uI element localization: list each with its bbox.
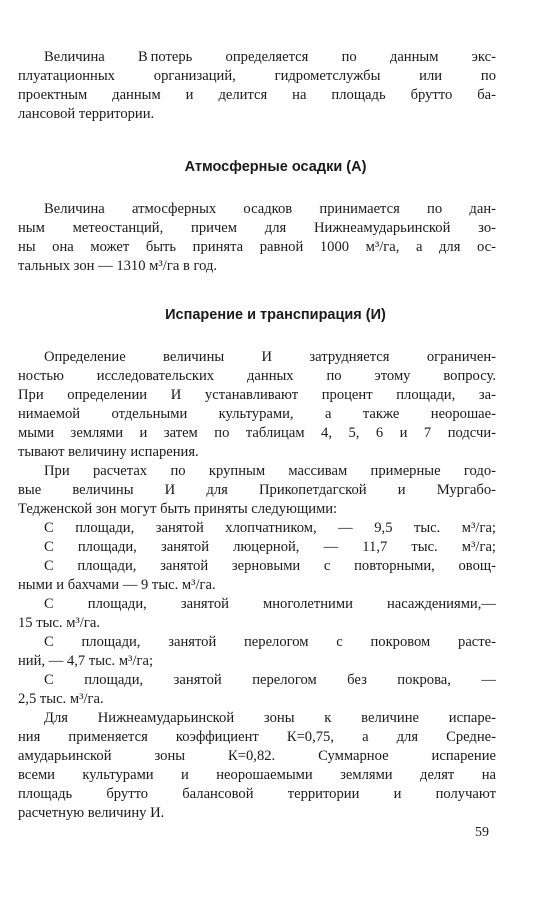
text-line: вые величины И для Прикопетдагской и Мургабо- [18,482,496,498]
list-item: С площади, занятой многолетними насаждениями,— [44,596,496,612]
text-line: мыми землями и затем по таблицам 4, 5, 6 и 7 подсчи- [18,425,496,441]
text-line: амударьинской зоны К=0,82. Суммарное испарение [18,748,496,764]
text-line: плуатационных организаций, гидрометслужбы или по [18,68,496,84]
list-item: С площади, занятой перелогом с покровом расте- [44,634,496,650]
text-line: ний, — 4,7 тыс. м³/га; [18,653,153,669]
list-item: С площади, занятой люцерной, — 11,7 тыс. м³/га; [44,539,496,555]
text-line: Тедженской зон могут быть приняты следующими: [18,501,338,517]
section-heading-evaporation: Испарение и транспирация (И) [165,307,386,323]
text-line: 15 тыс. м³/га. [18,615,100,631]
text-line: всеми культурами и неорошаемыми землями делят на [18,767,496,783]
text-line: ны она может быть принята равной 1000 м³/га, а для ос- [18,239,496,255]
list-item: С площади, занятой хлопчатником, — 9,5 тыс. м³/га; [44,520,496,536]
text-line: Величина атмосферных осадков принимается по дан- [44,201,496,217]
text-line: При расчетах по крупным массивам примерные годо- [44,463,496,479]
text-line: При определении И устанавливают процент площади, за- [18,387,496,403]
page-number: 59 [475,825,489,840]
text-line: тальных зон — 1310 м³/га в год. [18,258,218,274]
text-line: Определение величины И затрудняется ограничен- [44,349,496,365]
text-line: ностью исследовательских данных по этому вопросу. [18,368,496,384]
text-line: Величина В потерь определяется по данным экс- [44,49,496,65]
text-line: ния применяется коэффициент К=0,75, а для Средне- [18,729,496,745]
text-line: расчетную величину И. [18,805,165,821]
text-line: 2,5 тыс. м³/га. [18,691,104,707]
section-heading-precipitation: Атмосферные осадки (А) [184,159,367,175]
text-line: проектным данным и делится на площадь брутто ба- [18,87,496,103]
text-line: ным метеостанций, причем для Нижнеамударьинской зо- [18,220,496,236]
text-line: Для Нижнеамударьинской зоны к величине испаре- [44,710,496,726]
text-line: тывают величину испарения. [18,444,199,460]
text-line: площадь брутто балансовой территории и получают [18,786,496,802]
list-item: С площади, занятой зерновыми с повторными, овощ- [44,558,496,574]
list-item: С площади, занятой перелогом без покрова, — [44,672,496,688]
text-line: лансовой территории. [18,106,155,122]
text-line: ными и бахчами — 9 тыс. м³/га. [18,577,216,593]
text-line: нимаемой отдельными культурами, а также неорошае- [18,406,496,422]
